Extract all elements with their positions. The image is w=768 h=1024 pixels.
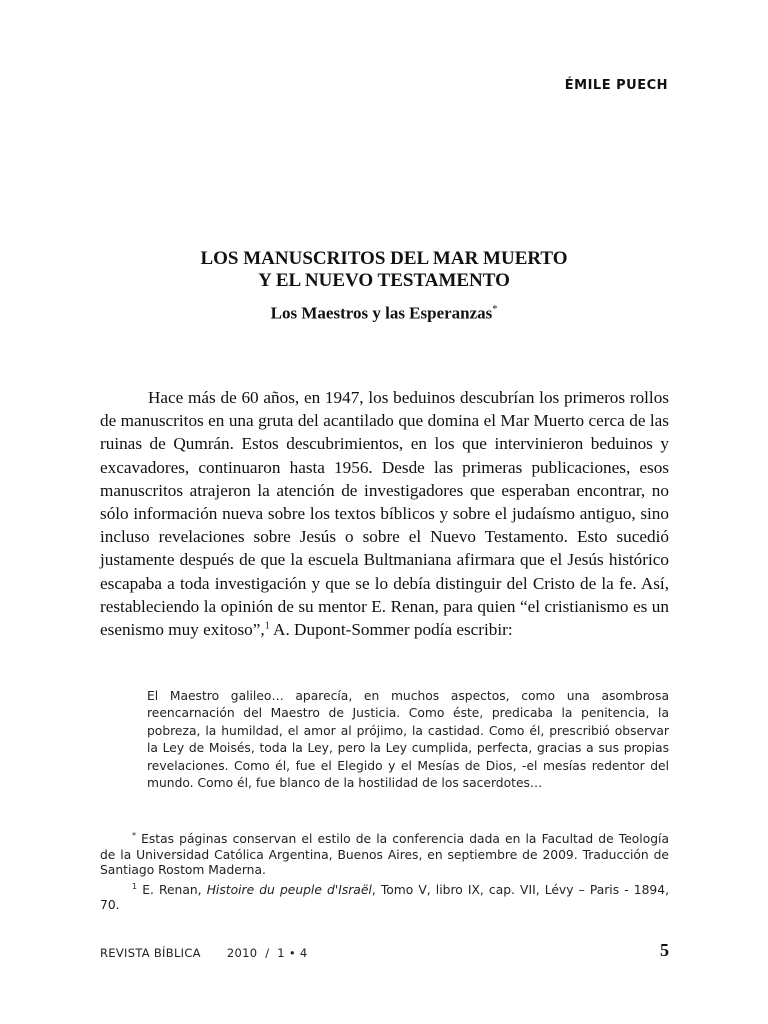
article-subtitle [0,300,768,324]
footer-journal-name: REVISTA BÍBLICA [100,946,201,960]
body-paragraph [100,386,669,641]
article-title-line-2: Y EL NUEVO TESTAMENTO [258,270,510,291]
footnote-star-marker: * [132,830,136,840]
footer-issue: 2010 / 1 • 4 [226,946,308,960]
article-title-block [0,248,768,324]
footnote-reference-1: 1 [264,620,270,632]
subtitle-footnote-marker: * [492,304,498,315]
footnotes-section [100,832,669,914]
body-paragraph-text-2: A. Dupont-Sommer podía escribir: [269,620,513,640]
running-head-author: ÉMILE PUECH [564,78,668,93]
footnote-1-text-after: , Tomo V, libro IX, cap. VII, Lévy – Paris - 1894, 70. [100,882,669,913]
article-title-line-1: LOS MANUSCRITOS DEL MAR MUERTO [200,248,568,269]
block-quote: El Maestro galileo… aparecía, en muchos aspectos, como una asombrosa reencarnación del Maestro de Justicia. Como éste, predicaba la penitencia, la pobreza, la humildad, el amor al prójimo, la castidad. Como él, prescribió observar la Ley de Moisés, toda la Ley, pero la Ley cumplida, perfecta, gracias a sus propias revelaciones. Como él, fue el Elegido y el Mesías de Dios, -el mesías redentor del mundo. Como él, fue blanco de la hostilidad de los sacerdotes… [147,689,669,791]
page-footer [100,946,308,960]
footnote-1 [100,883,669,914]
footnote-star-text: Estas páginas conservan el estilo de la conferencia dada en la Facultad de Teología de la Universidad Católica Argentina, Buenos Aires, en septiembre de 2009. Traducción de Santiago Rostom Maderna. [100,832,669,878]
body-paragraph-text-1: Hace más de 60 años, en 1947, los beduinos descubrían los primeros rollos de manuscritos en una gruta del acantilado que domina el Mar Muerto cerca de las ruinas de Qumrán. Estos descubrimientos, en los que intervinieron beduinos y excavadores, continuaron hasta 1956. Desde las primeras publicaciones, esos manuscritos atrajeron la atención de investigadores que esperaban encontrar, no sólo información nueva sobre los textos bíblicos y sobre el judaísmo antiguo, sino incluso revelaciones sobre Jesús o sobre el Nuevo Testamento. Esto sucedió justamente después de que la escuela Bultmaniana afirmara que el Jesús histórico escapaba a toda investigación y que se lo debía distinguir del Cristo de la fe. Así, restableciendo la opinión de su mentor E. Renan, para quien “el cristianismo es un esenismo muy exitoso”, [100,388,669,640]
footnote-1-book-title: Histoire du peuple d'Israël [206,882,372,897]
article-subtitle-text: Los Maestros y las Esperanzas [270,303,493,323]
footnote-1-marker: 1 [132,881,138,891]
footnote-1-text-before: E. Renan, [137,882,207,897]
page-number: 5 [660,940,669,960]
footnote-star [100,832,669,879]
